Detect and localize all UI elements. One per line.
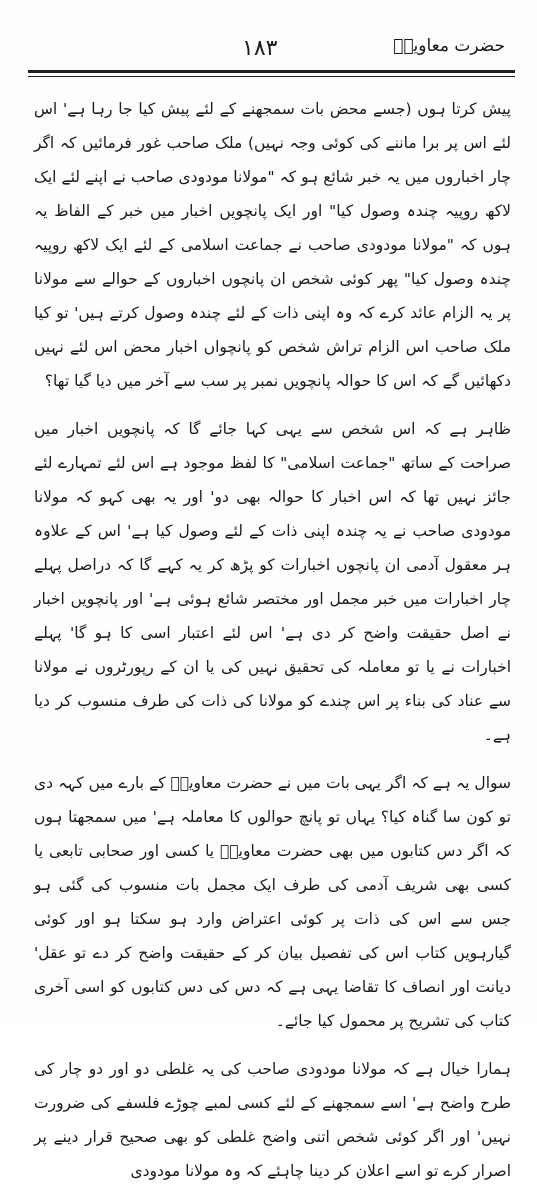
running-title: حضرت معاویہؓ — [393, 36, 505, 56]
body-text — [34, 92, 511, 1180]
paragraph-1: پیش کرتا ہوں (جسے محض بات سمجھنے کے لئے پیش کیا جا رہا ہے' اس لئے اس پر برا ماننے کی کوئی وجہ نہیں) ملک صاحب غور فرمائیں کہ اگر چار اخباروں میں یہ خبر شائع ہو کہ "مولانا مودودی صاحب نے اپنے لئے ایک لاکھ روپیہ چندہ وصول کیا" اور ایک پانچویں اخبار میں خبر کے الفاظ یہ ہوں کہ "مولانا مودودی صاحب نے جماعت اسلامی کے لئے ایک لاکھ روپیہ چندہ وصول کیا" پھر کوئی شخص ان پانچوں اخباروں کے حوالے سے مولانا پر یہ الزام عائد کرے کہ وہ اپنی ذات کے لئے چندہ وصول کرتے ہیں' تو کیا ملک صاحب اس الزام تراش شخص کو پانچواں اخبار محض اس لئے نہیں دکھائیں گے کہ اس کا حوالہ پانچویں نمبر پر سب سے آخر میں دیا گیا تھا؟ — [34, 100, 511, 390]
page-number: ۱۸۳ — [242, 36, 278, 61]
paragraph-3: سوال یہ ہے کہ اگر یہی بات میں نے حضرت معاویہؓ کے بارے میں کہہ دی تو کون سا گناہ کیا؟ یہاں تو پانچ حوالوں کا معاملہ ہے' میں سمجھتا ہوں کہ اگر دس کتابوں میں بھی حضرت معاویہؓ یا کسی اور صحابی تابعی یا کسی بھی شریف آدمی کی طرف ایک مجمل بات منسوب کی گئی ہو جس سے اس کی ذات پر کوئی اعتراض وارد ہو سکتا ہو اور کوئی گیارہویں کتاب اس کی تفصیل بیان کر کے حقیقت واضح کر دے تو عقل' دیانت اور انصاف کا تقاضا یہی ہے کہ دس کی دس کتابوں کو اسی آخری کتاب کی تشریح پر محمول کیا جائے۔ — [34, 774, 511, 1030]
page-header — [30, 30, 513, 68]
paragraph-2: ظاہر ہے کہ اس شخص سے یہی کہا جائے گا کہ پانچویں اخبار میں صراحت کے ساتھ "جماعت اسلامی" کا لفظ موجود ہے اس لئے تمہارے لئے جائز نہیں تھا کہ اس اخبار کا حوالہ بھی دو' اور یہ بھی کہو کہ مولانا مودودی صاحب نے یہ چندہ اپنی ذات کے لئے وصول کیا ہے' اس کے علاوہ ہر معقول آدمی ان پانچوں اخبارات کو پڑھ کر یہ کہے گا کہ دراصل پہلے چار اخبارات میں خبر مجمل اور مختصر شائع ہوئی ہے' اور پانچویں اخبار نے اصل حقیقت واضح کر دی ہے' اس لئے اعتبار اسی کا ہو گا' پہلے اخبارات نے یا تو معاملہ کی تحقیق نہیں کی یا ان کے رپورٹروں نے مولانا سے عناد کی بناء پر اس چندے کو مولانا کی ذات کی طرف منسوب کر دیا ہے۔ — [34, 420, 511, 744]
header-rule-thin — [28, 76, 515, 77]
header-rule-thick — [28, 70, 515, 73]
paragraph-4: ہمارا خیال ہے کہ مولانا مودودی صاحب کی یہ غلطی دو اور دو چار کی طرح واضح ہے' اسے سمجھنے کے لئے کسی لمبے چوڑے فلسفے کی ضرورت نہیں' اور اگر کوئی شخص اتنی واضح غلطی کو بھی صحیح قرار دینے پر اصرار کرے تو اسے اعلان کر دینا چاہئے کہ وہ مولانا مودودی — [34, 1060, 511, 1180]
